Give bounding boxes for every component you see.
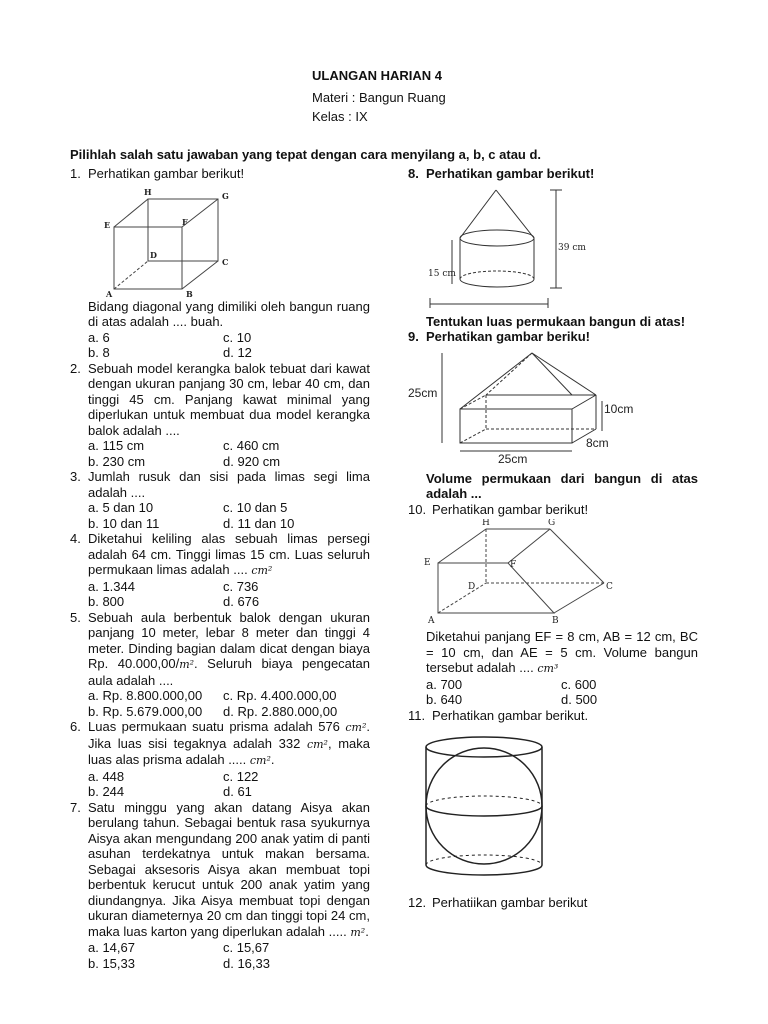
question-text: [88, 610, 370, 689]
question-text: Jumlah rusuk dan sisi pada limas segi lima adalah ....: [88, 469, 370, 500]
cube-figure: [70, 185, 370, 297]
option-d[interactable]: d. Rp. 2.880.000,00: [223, 703, 338, 719]
options-row: [408, 692, 698, 708]
question-9: [408, 329, 698, 345]
question-11: [408, 708, 698, 724]
length-label: 25cm: [498, 451, 528, 465]
question-number: 4.: [70, 531, 81, 546]
unit: m²: [350, 925, 366, 939]
question-8-text-2: Tentukan luas permukaan bangun di atas!: [426, 313, 686, 329]
question-text-2: Bidang diagonal yang dimiliki oleh bangun ruang di atas adalah .... buah.: [88, 298, 370, 329]
option-c[interactable]: c. 15,67: [223, 940, 270, 955]
options-row: [70, 956, 370, 972]
option-d[interactable]: d. 11 dan 10: [223, 515, 295, 531]
option-b[interactable]: b. 15,33: [88, 955, 135, 971]
label-f: F: [182, 216, 188, 227]
label-e: E: [104, 219, 111, 230]
option-b[interactable]: b. 230 cm: [88, 453, 146, 469]
label-h: H: [144, 186, 152, 197]
options-row: [70, 454, 370, 470]
prism-height-label: 10cm: [604, 401, 634, 416]
options-row: [70, 940, 370, 956]
instruction: Pilihlah salah satu jawaban yang tepat dengan cara menyilang a, b, c atau d.: [70, 147, 542, 162]
option-d[interactable]: d. 12: [223, 345, 252, 360]
prism-pyramid-figure: [408, 347, 698, 465]
question-text-body: Luas permukaan suatu prisma adalah 576: [88, 719, 340, 734]
sphere-in-cylinder-figure: [408, 729, 698, 891]
label-h: H: [482, 519, 490, 528]
left-column: [70, 166, 370, 971]
question-number: 8.: [408, 166, 419, 181]
question-text-tail: .: [365, 923, 369, 939]
question-8: [408, 166, 698, 182]
question-7: [70, 800, 370, 941]
question-12: [408, 895, 698, 911]
question-4: [70, 531, 370, 579]
option-a[interactable]: a. 6: [88, 329, 110, 345]
options-row: [70, 688, 370, 704]
option-a[interactable]: a. 448: [88, 768, 125, 784]
question-2: [70, 361, 370, 439]
question-text: Perhatikan gambar berikut.: [432, 707, 589, 723]
unit: cm²: [345, 721, 367, 734]
width-label: 8cm: [586, 435, 609, 450]
height-label: 25cm: [408, 385, 438, 400]
question-number: 5.: [70, 609, 81, 625]
label-g: G: [222, 190, 229, 201]
option-b[interactable]: b. 244: [88, 784, 125, 799]
question-text-body: Diketahui keliling alas sebuah limas persegi adalah 64 cm. Tinggi limas 15 cm. Luas seluruh permukaan limas adalah ....: [88, 531, 370, 577]
options-row: [70, 579, 370, 595]
option-c[interactable]: c. 10: [223, 329, 252, 345]
subject-line: Materi : Bangun Ruang: [312, 90, 446, 105]
option-a[interactable]: a. 700: [426, 676, 463, 692]
option-b[interactable]: b. 800: [88, 594, 125, 609]
options-row: [70, 345, 370, 361]
option-d[interactable]: d. 500: [561, 692, 598, 707]
option-c[interactable]: c. Rp. 4.400.000,00: [223, 688, 337, 703]
option-a[interactable]: a. 115 cm: [88, 438, 145, 453]
label-g: G: [548, 519, 556, 528]
question-text: [88, 531, 370, 579]
unit: cm²: [249, 754, 271, 767]
option-c[interactable]: c. 600: [561, 676, 597, 692]
option-b[interactable]: b. 10 dan 11: [88, 515, 160, 531]
options-row: [70, 784, 370, 800]
question-number: 11.: [408, 707, 426, 723]
question-text: Perhatikan gambar berikut!: [426, 166, 595, 181]
question-number: 12.: [408, 895, 427, 910]
question-text: [88, 719, 370, 769]
question-text-mid: , maka luas alas prisma adalah .....: [88, 735, 370, 767]
right-column: [408, 166, 698, 911]
question-text-tail: . Seluruh biaya pengecatan aula adalah ....: [88, 656, 370, 688]
question-text-body: Diketahui panjang EF = 8 cm, AB = 12 cm, BC = 10 cm, dan AE = 5 cm. Volume bangun tersebut adalah ....: [426, 629, 698, 675]
label-a: A: [428, 616, 435, 626]
question-text: [88, 800, 370, 941]
tube-label: 15 cm: [428, 268, 456, 279]
options-row: [70, 704, 370, 720]
option-c[interactable]: c. 460 cm: [223, 438, 280, 453]
label-c: C: [606, 582, 613, 592]
option-d[interactable]: d. 61: [223, 784, 252, 799]
option-d[interactable]: d. 920 cm: [223, 453, 281, 469]
question-text: Perhatikan gambar berikut!: [432, 501, 589, 517]
option-a[interactable]: a. Rp. 8.800.000,00: [88, 688, 203, 703]
unit: cm²: [251, 564, 273, 577]
option-d[interactable]: d. 16,33: [223, 955, 270, 971]
question-number: 10.: [408, 501, 427, 517]
unit: cm³: [537, 662, 559, 675]
option-a[interactable]: a. 5 dan 10: [88, 500, 154, 515]
label-e: E: [424, 558, 431, 568]
question-text: Perhatikan gambar beriku!: [426, 329, 590, 344]
cone-cylinder-figure: [408, 184, 698, 308]
question-text: Perhatiikan gambar berikut: [432, 895, 588, 910]
options-row: [70, 500, 370, 516]
label-b: B: [552, 616, 559, 626]
page-title: ULANGAN HARIAN 4: [312, 68, 442, 83]
options-row: [70, 438, 370, 454]
option-b[interactable]: b. 640: [426, 692, 463, 707]
question-number: 6.: [70, 719, 81, 734]
option-b[interactable]: b. 8: [88, 345, 110, 360]
option-a[interactable]: a. 14,67: [88, 940, 135, 955]
options-row: [70, 769, 370, 785]
options-row: [408, 677, 698, 693]
option-c[interactable]: c. 736: [223, 578, 259, 594]
label-d: D: [150, 249, 157, 260]
option-b[interactable]: b. Rp. 5.679.000,00: [88, 703, 203, 719]
label-d: D: [468, 582, 476, 592]
options-row: [70, 330, 370, 346]
unit: cm²: [306, 737, 328, 751]
options-row: [70, 516, 370, 532]
question-number: 7.: [70, 799, 81, 815]
question-number: 9.: [408, 329, 419, 344]
option-c[interactable]: c. 122: [223, 768, 259, 784]
question-text-body: Sebuah aula berbentuk balok dengan ukuran panjang 10 meter, lebar 8 meter dan tinggi 4 meter. Dinding bagian dalam dicat dengan biaya Rp. 40.000,00/: [88, 609, 370, 671]
question-number: 3.: [70, 469, 81, 484]
question-text-mid: . Jika luas sisi tegaknya adalah 332: [88, 719, 370, 751]
question-text: Sebuah model kerangka balok tebuat dari kawat dengan ukuran panjang 30 cm, lebar 40 cm, dan tinggi 45 cm. Panjang kawat minimal yang diperlukan untuk membuat dua model kerangka balok adalah ....: [88, 360, 370, 438]
prism-figure: [408, 519, 698, 627]
question-text-tail: .: [270, 752, 275, 767]
question-1: [70, 166, 370, 182]
question-5: [70, 610, 370, 689]
option-d[interactable]: d. 676: [223, 594, 260, 609]
question-9-text-2: Volume permukaan dari bangun di atas adalah ...: [426, 470, 698, 501]
unit: m²: [179, 658, 195, 671]
label-c: C: [222, 256, 229, 267]
question-number: 2.: [70, 360, 81, 376]
question-3: [70, 469, 370, 500]
label-a: A: [106, 288, 113, 297]
label-f: F: [510, 560, 517, 570]
question-number: 1.: [70, 166, 81, 181]
class-line: Kelas : IX: [312, 109, 368, 124]
label-b: B: [186, 288, 193, 297]
question-text-body: Satu minggu yang akan datang Aisya akan berulang tahun. Sebagai bentuk rasa syukurnya Aisya akan mengundang 200 anak yatim di panti asuhan terdekatnya untuk makan bersama. Sebagai aksesoris Aisya akan membuat topi berbentuk kerucut untuk 200 anak yatim yang diundangnya. Jika Aisya membuat topi dengan ukuran diameternya 20 cm dan tinggi topi 24 cm, maka luas karton yang diperlukan adalah .....: [88, 799, 370, 939]
option-c[interactable]: c. 10 dan 5: [223, 500, 288, 515]
height-label: 39 cm: [558, 242, 586, 253]
question-6: [70, 719, 370, 769]
options-row: [70, 594, 370, 610]
question-10-text-2: [408, 629, 698, 677]
question-10: [408, 502, 698, 518]
option-a[interactable]: a. 1.344: [88, 578, 135, 594]
question-text: Perhatikan gambar berikut!: [88, 166, 245, 181]
